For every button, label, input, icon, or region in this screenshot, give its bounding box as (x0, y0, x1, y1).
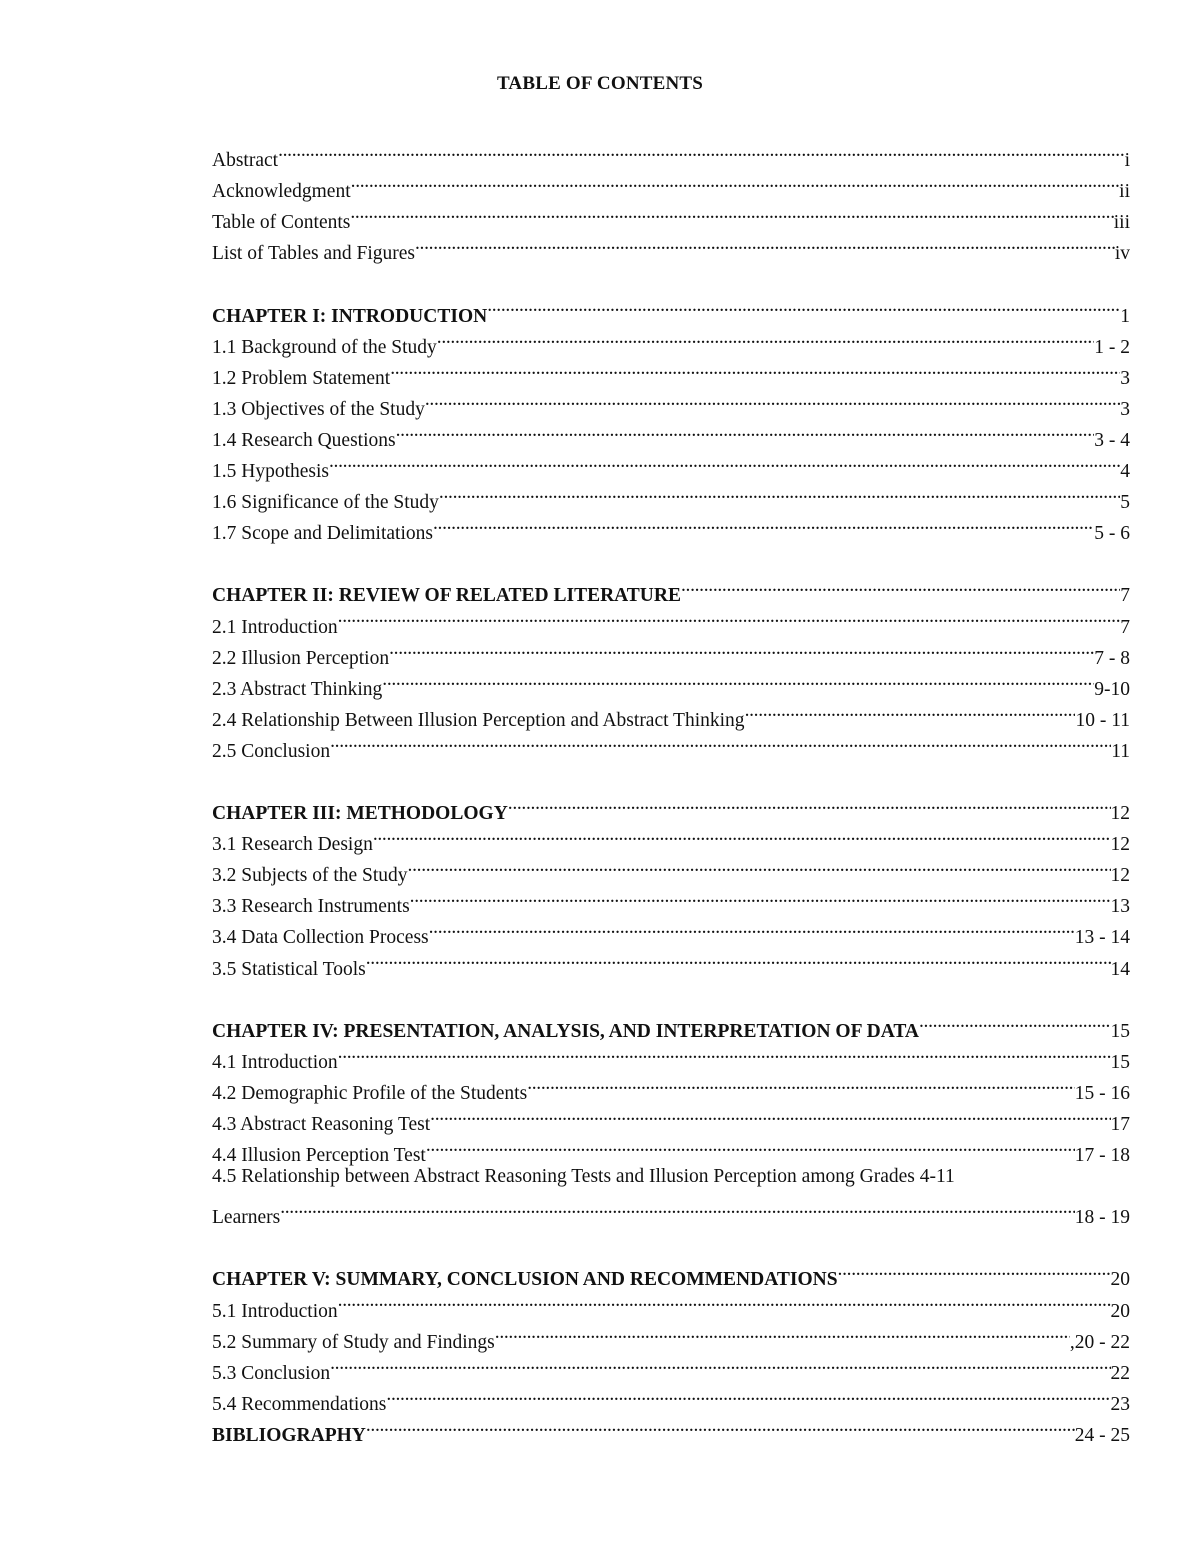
entry-page: 15 - 16 (1074, 1082, 1130, 1104)
entry-label: 2.4 Relationship Between Illusion Perception and Abstract Thinking (212, 709, 745, 731)
dot-leader (439, 477, 1120, 508)
entry-page: 13 - 14 (1074, 927, 1130, 949)
toc-entry (212, 601, 1130, 638)
section-gap (212, 1223, 1130, 1254)
toc-entry-acknowledgment (212, 166, 1130, 203)
entry-label: 4.3 Abstract Reasoning Test (212, 1114, 431, 1135)
entry-label: 3.2 Subjects of the Study (212, 865, 408, 887)
toc-entry-continuation (212, 1192, 1130, 1229)
entry-label: 2.1 Introduction (212, 616, 338, 638)
dot-leader (430, 1099, 1110, 1130)
dot-leader (386, 1379, 1110, 1410)
entry-label: 5.1 Introduction (212, 1300, 338, 1322)
dot-leader (330, 1348, 1110, 1379)
dot-leader (396, 415, 1095, 446)
toc-chapter-heading (212, 788, 1130, 825)
chapter-page: 20 (1110, 1269, 1130, 1291)
entry-label: 4.4 Illusion Perception Test (212, 1145, 426, 1167)
entry-page: 12 (1110, 865, 1130, 887)
chapter-label: CHAPTER V: SUMMARY, CONCLUSION AND RECOMMENDATIONS (212, 1269, 838, 1291)
bibliography-page: 24 - 25 (1074, 1424, 1130, 1446)
dot-leader (373, 819, 1111, 850)
entry-label: 1.4 Research Questions (212, 429, 396, 451)
dot-leader (329, 446, 1120, 477)
entry-label: Acknowledgment (212, 181, 351, 203)
dot-leader (508, 788, 1111, 819)
toc-chapter-heading (212, 1006, 1130, 1042)
entry-page: 20 (1110, 1300, 1130, 1322)
dot-leader (382, 664, 1094, 695)
entry-page: 3 - 4 (1094, 429, 1130, 451)
entry-label: 3.4 Data Collection Process (212, 927, 429, 949)
entry-page: 7 - 8 (1094, 647, 1130, 669)
entry-page: 7 (1120, 616, 1130, 638)
entry-label: 3.3 Research Instruments (212, 896, 410, 918)
toc-entry (212, 446, 1130, 483)
dot-leader (338, 1037, 1111, 1068)
dot-leader (410, 881, 1111, 912)
entry-page: 14 (1110, 958, 1130, 980)
entry-label: 1.3 Objectives of the Study (212, 398, 425, 420)
entry-label: 5.2 Summary of Study and Findings (212, 1331, 495, 1353)
entry-page: 15 (1110, 1051, 1130, 1073)
entry-page: 13 (1110, 896, 1130, 918)
chapter-label: CHAPTER IV: PRESENTATION, ANALYSIS, AND INTERPRETATION OF DATA (212, 1020, 919, 1042)
dot-leader (366, 1410, 1075, 1441)
dot-leader (838, 1254, 1111, 1285)
chapter-page: 15 (1110, 1020, 1130, 1042)
toc-entry (212, 726, 1130, 762)
dot-leader (366, 943, 1111, 974)
entry-page: 1 - 2 (1094, 336, 1130, 358)
toc-entry (212, 477, 1130, 514)
page-title: TABLE OF CONTENTS (496, 73, 704, 94)
dot-leader (350, 197, 1113, 228)
toc-entry (212, 1317, 1130, 1353)
entry-page: 23 (1110, 1393, 1130, 1415)
entry-page: 10 - 11 (1075, 709, 1130, 731)
entry-label: 1.2 Problem Statement (212, 367, 391, 389)
dot-leader (408, 850, 1111, 881)
dot-leader (487, 290, 1120, 321)
toc-entry-table-of-contents (212, 197, 1130, 234)
toc-entry (212, 1068, 1130, 1104)
toc-chapter-heading (212, 290, 1130, 327)
entry-page: 17 - 18 (1074, 1145, 1130, 1167)
dot-leader (415, 228, 1115, 259)
entry-label: Learners (212, 1207, 281, 1229)
toc-entry (212, 1348, 1130, 1384)
entry-page: iv (1114, 243, 1130, 265)
chapter-page: 12 (1110, 803, 1130, 825)
dot-leader (745, 695, 1076, 726)
entry-page: 4 (1120, 461, 1130, 483)
dot-leader (390, 353, 1120, 384)
dot-leader (278, 135, 1125, 166)
entry-label: 5.4 Recommendations (212, 1393, 387, 1415)
toc-entry (212, 1379, 1130, 1415)
bibliography-label: BIBLIOGRAPHY (212, 1424, 366, 1446)
dot-leader (429, 912, 1075, 943)
entry-page: 18 - 19 (1074, 1207, 1130, 1229)
chapter-label: CHAPTER II: REVIEW OF RELATED LITERATURE (212, 585, 681, 607)
entry-page: 5 (1120, 492, 1130, 514)
dot-leader (330, 726, 1111, 757)
entry-page: 3 (1120, 367, 1130, 389)
entry-label: 4.2 Demographic Profile of the Students (212, 1082, 528, 1104)
entry-label: 3.1 Research Design (212, 834, 373, 856)
chapter-label: CHAPTER I: INTRODUCTION (212, 305, 488, 327)
entry-page: iii (1113, 212, 1130, 234)
dot-leader (389, 633, 1094, 664)
entry-label: 4.1 Introduction (212, 1051, 338, 1073)
entry-label: Abstract (212, 150, 279, 172)
section-gap (212, 757, 1130, 788)
entry-page: 22 (1110, 1362, 1130, 1384)
toc-chapter-heading (212, 570, 1130, 607)
entry-label: 2.2 Illusion Perception (212, 647, 390, 669)
entry-label: 1.5 Hypothesis (212, 461, 329, 483)
toc-entry (212, 1037, 1130, 1073)
entry-label: Table of Contents (212, 212, 351, 234)
entry-page: i (1124, 150, 1130, 172)
dot-leader (426, 1130, 1075, 1161)
entry-page: 5 - 6 (1094, 523, 1130, 545)
entry-page: 11 (1111, 740, 1130, 762)
dot-leader (338, 1285, 1111, 1316)
entry-label: 1.6 Significance of the Study (212, 492, 439, 514)
dot-leader (681, 570, 1120, 601)
dot-leader (919, 1006, 1111, 1037)
entry-page: 12 (1110, 834, 1130, 856)
dot-leader (495, 1317, 1070, 1348)
entry-label: 5.3 Conclusion (212, 1362, 331, 1384)
toc-chapter-heading (212, 1254, 1130, 1291)
entry-page: ,20 - 22 (1069, 1331, 1130, 1353)
entry-page: 17 (1110, 1114, 1130, 1135)
entry-label: List of Tables and Figures (212, 243, 415, 265)
dot-leader (527, 1068, 1075, 1099)
dot-leader (351, 166, 1120, 197)
toc-entry-abstract (212, 135, 1130, 172)
dot-leader (338, 601, 1121, 632)
entry-label: 2.3 Abstract Thinking (212, 678, 383, 700)
toc-entry (212, 1285, 1130, 1322)
dot-leader (280, 1192, 1075, 1223)
entry-page: 3 (1120, 398, 1130, 420)
entry-label: 3.5 Statistical Tools (212, 958, 366, 980)
entry-page: 9-10 (1094, 678, 1130, 700)
toc-entry-first-line: 4.5 Relationship between Abstract Reasoning Tests and Illusion Perception among Grades 4-11 (212, 1166, 955, 1188)
dot-leader (433, 508, 1094, 539)
toc-entry (212, 633, 1130, 669)
dot-leader (425, 384, 1120, 415)
entry-label: 1.1 Background of the Study (212, 336, 437, 358)
chapter-label: CHAPTER III: METHODOLOGY (212, 803, 508, 825)
entry-page: ii (1119, 181, 1130, 203)
chapter-page: 7 (1120, 585, 1130, 607)
dot-leader (437, 322, 1094, 353)
chapter-page: 1 (1120, 305, 1130, 327)
table-of-contents (212, 135, 1130, 1446)
entry-label: 2.5 Conclusion (212, 740, 331, 762)
entry-label: 1.7 Scope and Delimitations (212, 523, 433, 545)
